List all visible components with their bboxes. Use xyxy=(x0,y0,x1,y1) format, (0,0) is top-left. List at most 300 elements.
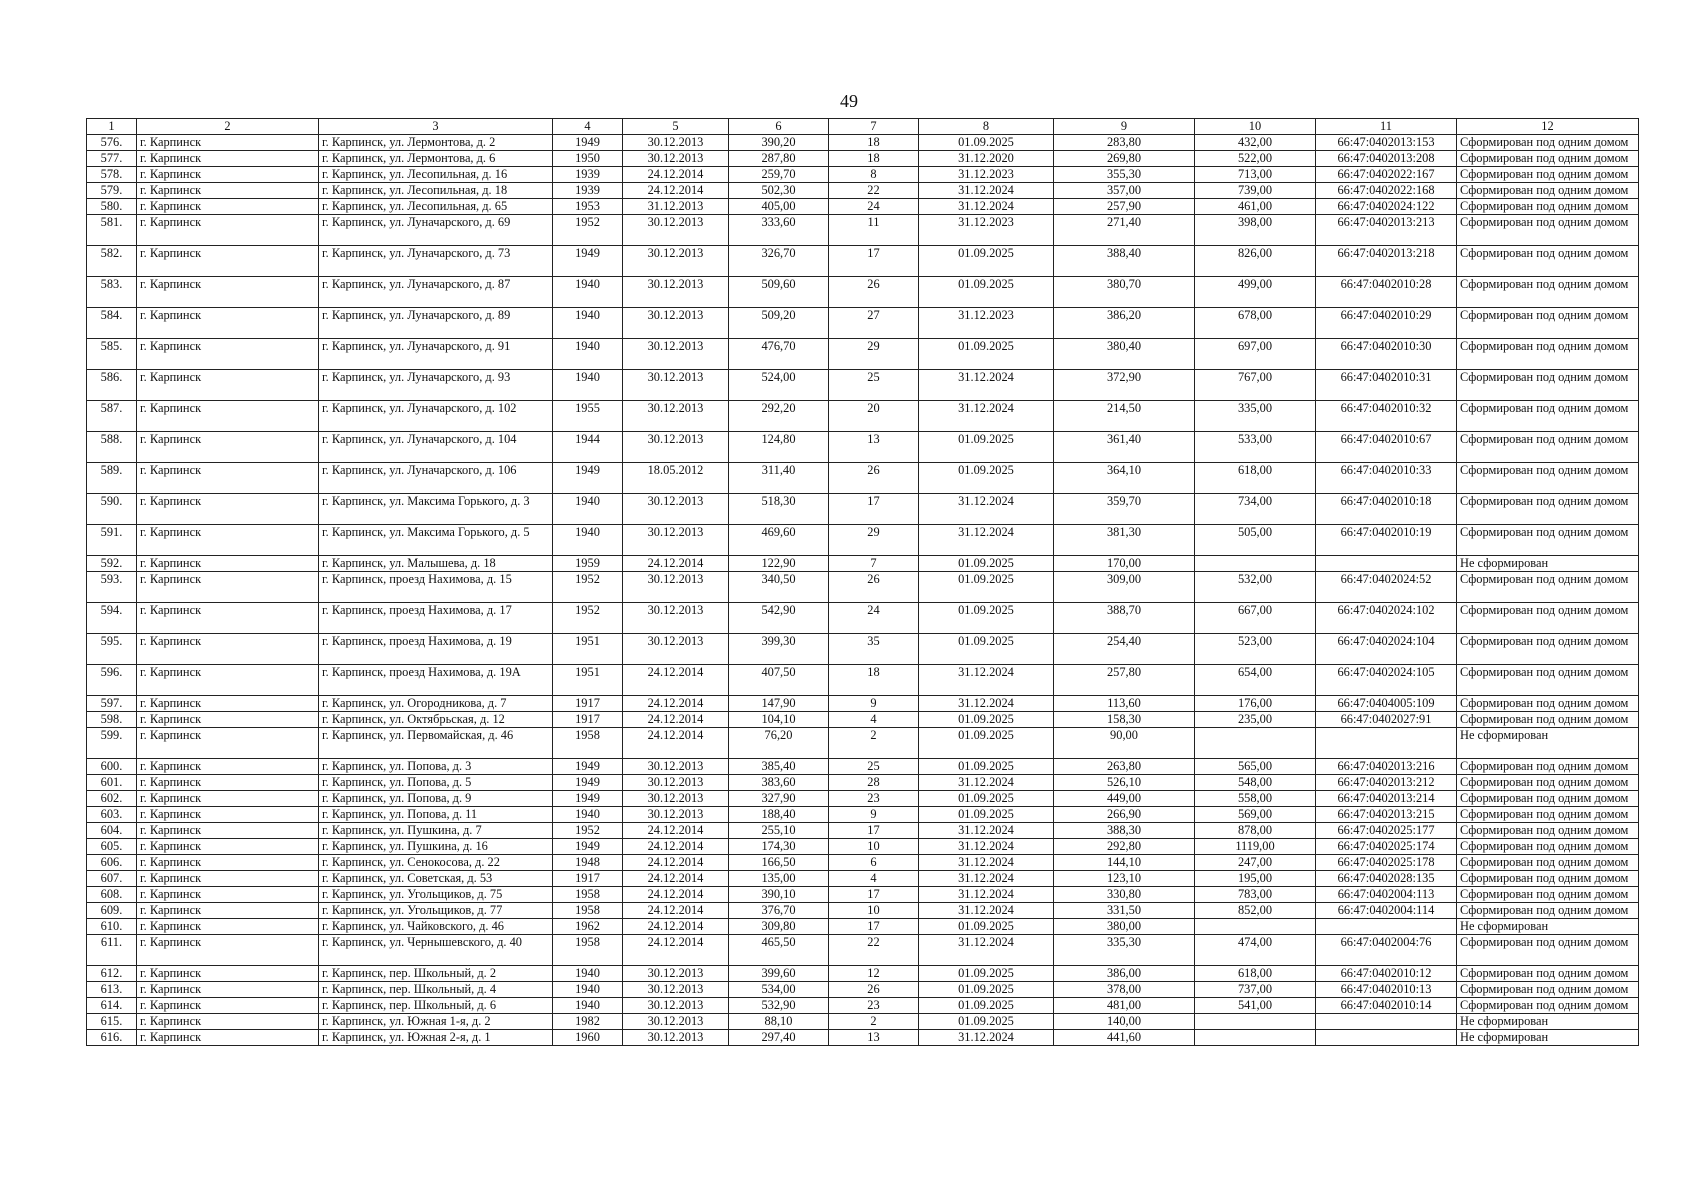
cell-repair-cost: 388,40 xyxy=(1054,246,1195,277)
cell-land-status: Сформирован под одним домом xyxy=(1457,370,1639,401)
cell-build-year: 1939 xyxy=(553,167,623,183)
cell-address: г. Карпинск, ул. Луначарского, д. 104 xyxy=(319,432,553,463)
cell-land-status: Сформирован под одним домом xyxy=(1457,839,1639,855)
cell-address: г. Карпинск, ул. Угольщиков, д. 77 xyxy=(319,903,553,919)
cell-inclusion-date: 24.12.2014 xyxy=(623,183,729,199)
cell-cadastral-number: 66:47:0402010:67 xyxy=(1316,432,1457,463)
cell-land-status: Сформирован под одним домом xyxy=(1457,308,1639,339)
cell-address: г. Карпинск, пер. Школьный, д. 4 xyxy=(319,982,553,998)
cell-living-area: 542,90 xyxy=(729,603,829,634)
cell-settlement: г. Карпинск xyxy=(137,919,319,935)
page-number: 49 xyxy=(840,91,858,111)
cell-repair-cost: 283,80 xyxy=(1054,135,1195,151)
cell-living-area: 476,70 xyxy=(729,339,829,370)
cell-cadastral-number: 66:47:0402022:168 xyxy=(1316,183,1457,199)
cell-build-year: 1940 xyxy=(553,525,623,556)
cell-settlement: г. Карпинск xyxy=(137,871,319,887)
cell-land-area: 565,00 xyxy=(1195,759,1316,775)
cell-repair-deadline: 01.09.2025 xyxy=(919,1014,1054,1030)
cell-repair-cost: 441,60 xyxy=(1054,1030,1195,1046)
cell-land-status: Сформирован под одним домом xyxy=(1457,982,1639,998)
cell-inclusion-date: 30.12.2013 xyxy=(623,807,729,823)
cell-living-area: 88,10 xyxy=(729,1014,829,1030)
cell-repair-deadline: 31.12.2024 xyxy=(919,935,1054,966)
cell-inclusion-date: 24.12.2014 xyxy=(623,855,729,871)
cell-repair-cost: 140,00 xyxy=(1054,1014,1195,1030)
cell-row-number: 588. xyxy=(87,432,137,463)
cell-residents-count: 6 xyxy=(829,855,919,871)
cell-repair-deadline: 31.12.2024 xyxy=(919,839,1054,855)
cell-repair-deadline: 31.12.2024 xyxy=(919,494,1054,525)
cell-inclusion-date: 18.05.2012 xyxy=(623,463,729,494)
cell-inclusion-date: 30.12.2013 xyxy=(623,151,729,167)
cell-land-area: 532,00 xyxy=(1195,572,1316,603)
cell-land-status: Сформирован под одним домом xyxy=(1457,775,1639,791)
cell-repair-deadline: 31.12.2024 xyxy=(919,871,1054,887)
cell-residents-count: 18 xyxy=(829,665,919,696)
cell-living-area: 259,70 xyxy=(729,167,829,183)
cell-residents-count: 4 xyxy=(829,712,919,728)
cell-inclusion-date: 30.12.2013 xyxy=(623,246,729,277)
cell-cadastral-number: 66:47:0402004:76 xyxy=(1316,935,1457,966)
cell-row-number: 576. xyxy=(87,135,137,151)
cell-residents-count: 7 xyxy=(829,556,919,572)
cell-address: г. Карпинск, ул. Октябрьская, д. 12 xyxy=(319,712,553,728)
cell-settlement: г. Карпинск xyxy=(137,199,319,215)
cell-repair-cost: 158,30 xyxy=(1054,712,1195,728)
cell-residents-count: 10 xyxy=(829,839,919,855)
cell-address: г. Карпинск, ул. Южная 2-я, д. 1 xyxy=(319,1030,553,1046)
cell-settlement: г. Карпинск xyxy=(137,370,319,401)
column-header: 1 xyxy=(87,119,137,135)
cell-inclusion-date: 30.12.2013 xyxy=(623,494,729,525)
cell-build-year: 1940 xyxy=(553,277,623,308)
cell-settlement: г. Карпинск xyxy=(137,1014,319,1030)
cell-repair-cost: 292,80 xyxy=(1054,839,1195,855)
cell-row-number: 582. xyxy=(87,246,137,277)
cell-inclusion-date: 30.12.2013 xyxy=(623,432,729,463)
cell-cadastral-number: 66:47:0402024:104 xyxy=(1316,634,1457,665)
cell-repair-deadline: 31.12.2024 xyxy=(919,525,1054,556)
cell-build-year: 1960 xyxy=(553,1030,623,1046)
cell-build-year: 1949 xyxy=(553,135,623,151)
cell-land-area: 522,00 xyxy=(1195,151,1316,167)
column-number-header-row xyxy=(87,119,1639,135)
column-header: 11 xyxy=(1316,119,1457,135)
cell-land-area: 195,00 xyxy=(1195,871,1316,887)
cell-build-year: 1958 xyxy=(553,935,623,966)
cell-cadastral-number: 66:47:0402010:13 xyxy=(1316,982,1457,998)
cell-row-number: 584. xyxy=(87,308,137,339)
table-row xyxy=(87,183,1639,199)
cell-living-area: 465,50 xyxy=(729,935,829,966)
cell-land-status: Не сформирован xyxy=(1457,919,1639,935)
cell-row-number: 598. xyxy=(87,712,137,728)
cell-inclusion-date: 24.12.2014 xyxy=(623,887,729,903)
cell-repair-cost: 257,90 xyxy=(1054,199,1195,215)
cell-land-area: 335,00 xyxy=(1195,401,1316,432)
cell-repair-cost: 309,00 xyxy=(1054,572,1195,603)
cell-living-area: 327,90 xyxy=(729,791,829,807)
cell-inclusion-date: 24.12.2014 xyxy=(623,919,729,935)
cell-living-area: 340,50 xyxy=(729,572,829,603)
cell-row-number: 593. xyxy=(87,572,137,603)
cell-build-year: 1917 xyxy=(553,696,623,712)
cell-living-area: 309,80 xyxy=(729,919,829,935)
cell-cadastral-number: 66:47:0402025:177 xyxy=(1316,823,1457,839)
cell-residents-count: 11 xyxy=(829,215,919,246)
cell-address: г. Карпинск, ул. Луначарского, д. 106 xyxy=(319,463,553,494)
cell-address: г. Карпинск, ул. Луначарского, д. 91 xyxy=(319,339,553,370)
table-row xyxy=(87,1030,1639,1046)
cell-land-area xyxy=(1195,1030,1316,1046)
table-row xyxy=(87,855,1639,871)
cell-cadastral-number: 66:47:0402024:122 xyxy=(1316,199,1457,215)
cell-land-area: 523,00 xyxy=(1195,634,1316,665)
cell-settlement: г. Карпинск xyxy=(137,728,319,759)
table-row xyxy=(87,308,1639,339)
cell-land-area: 558,00 xyxy=(1195,791,1316,807)
cell-build-year: 1939 xyxy=(553,183,623,199)
column-header: 9 xyxy=(1054,119,1195,135)
cell-living-area: 509,60 xyxy=(729,277,829,308)
cell-row-number: 601. xyxy=(87,775,137,791)
cell-address: г. Карпинск, ул. Пушкина, д. 16 xyxy=(319,839,553,855)
cell-cadastral-number: 66:47:0402025:174 xyxy=(1316,839,1457,855)
cell-address: г. Карпинск, ул. Лесопильная, д. 65 xyxy=(319,199,553,215)
cell-inclusion-date: 24.12.2014 xyxy=(623,839,729,855)
cell-residents-count: 9 xyxy=(829,807,919,823)
cell-row-number: 609. xyxy=(87,903,137,919)
cell-living-area: 135,00 xyxy=(729,871,829,887)
cell-repair-deadline: 01.09.2025 xyxy=(919,572,1054,603)
cell-row-number: 599. xyxy=(87,728,137,759)
cell-living-area: 524,00 xyxy=(729,370,829,401)
cell-residents-count: 29 xyxy=(829,339,919,370)
cell-build-year: 1917 xyxy=(553,871,623,887)
cell-living-area: 188,40 xyxy=(729,807,829,823)
cell-row-number: 606. xyxy=(87,855,137,871)
cell-row-number: 590. xyxy=(87,494,137,525)
table-row xyxy=(87,665,1639,696)
cell-settlement: г. Карпинск xyxy=(137,839,319,855)
cell-living-area: 469,60 xyxy=(729,525,829,556)
cell-land-status: Сформирован под одним домом xyxy=(1457,432,1639,463)
cell-land-area xyxy=(1195,556,1316,572)
cell-land-area: 618,00 xyxy=(1195,463,1316,494)
cell-living-area: 174,30 xyxy=(729,839,829,855)
cell-repair-cost: 359,70 xyxy=(1054,494,1195,525)
cell-land-status: Сформирован под одним домом xyxy=(1457,634,1639,665)
cell-inclusion-date: 30.12.2013 xyxy=(623,135,729,151)
table-row xyxy=(87,712,1639,728)
cell-build-year: 1940 xyxy=(553,339,623,370)
table-row xyxy=(87,982,1639,998)
table-row xyxy=(87,151,1639,167)
cell-build-year: 1958 xyxy=(553,887,623,903)
cell-repair-cost: 90,00 xyxy=(1054,728,1195,759)
cell-row-number: 577. xyxy=(87,151,137,167)
cell-settlement: г. Карпинск xyxy=(137,556,319,572)
cell-residents-count: 24 xyxy=(829,603,919,634)
cell-cadastral-number: 66:47:0402010:14 xyxy=(1316,998,1457,1014)
cell-address: г. Карпинск, ул. Луначарского, д. 73 xyxy=(319,246,553,277)
cell-living-area: 502,30 xyxy=(729,183,829,199)
cell-living-area: 518,30 xyxy=(729,494,829,525)
cell-residents-count: 8 xyxy=(829,167,919,183)
cell-residents-count: 22 xyxy=(829,183,919,199)
table-row xyxy=(87,966,1639,982)
cell-land-area: 713,00 xyxy=(1195,167,1316,183)
cell-repair-cost: 266,90 xyxy=(1054,807,1195,823)
cell-cadastral-number: 66:47:0402024:52 xyxy=(1316,572,1457,603)
registry-body xyxy=(87,135,1639,1046)
table-row xyxy=(87,634,1639,665)
cell-inclusion-date: 30.12.2013 xyxy=(623,215,729,246)
cell-residents-count: 28 xyxy=(829,775,919,791)
cell-row-number: 604. xyxy=(87,823,137,839)
cell-repair-deadline: 31.12.2024 xyxy=(919,823,1054,839)
cell-address: г. Карпинск, ул. Попова, д. 5 xyxy=(319,775,553,791)
cell-inclusion-date: 30.12.2013 xyxy=(623,339,729,370)
cell-inclusion-date: 30.12.2013 xyxy=(623,572,729,603)
cell-land-status: Сформирован под одним домом xyxy=(1457,712,1639,728)
cell-address: г. Карпинск, пер. Школьный, д. 2 xyxy=(319,966,553,982)
cell-settlement: г. Карпинск xyxy=(137,855,319,871)
cell-repair-deadline: 31.12.2023 xyxy=(919,215,1054,246)
cell-row-number: 600. xyxy=(87,759,137,775)
cell-row-number: 597. xyxy=(87,696,137,712)
column-header: 5 xyxy=(623,119,729,135)
cell-residents-count: 26 xyxy=(829,982,919,998)
cell-repair-cost: 170,00 xyxy=(1054,556,1195,572)
cell-residents-count: 12 xyxy=(829,966,919,982)
cell-address: г. Карпинск, ул. Чернышевского, д. 40 xyxy=(319,935,553,966)
cell-repair-cost: 113,60 xyxy=(1054,696,1195,712)
cell-repair-cost: 361,40 xyxy=(1054,432,1195,463)
cell-land-area: 826,00 xyxy=(1195,246,1316,277)
cell-living-area: 333,60 xyxy=(729,215,829,246)
cell-repair-deadline: 31.12.2024 xyxy=(919,183,1054,199)
cell-repair-deadline: 01.09.2025 xyxy=(919,277,1054,308)
cell-build-year: 1940 xyxy=(553,308,623,339)
cell-address: г. Карпинск, ул. Луначарского, д. 102 xyxy=(319,401,553,432)
cell-repair-deadline: 01.09.2025 xyxy=(919,712,1054,728)
cell-land-status: Сформирован под одним домом xyxy=(1457,135,1639,151)
cell-repair-cost: 364,10 xyxy=(1054,463,1195,494)
cell-build-year: 1955 xyxy=(553,401,623,432)
cell-living-area: 104,10 xyxy=(729,712,829,728)
cell-row-number: 616. xyxy=(87,1030,137,1046)
cell-land-area: 783,00 xyxy=(1195,887,1316,903)
cell-address: г. Карпинск, ул. Максима Горького, д. 5 xyxy=(319,525,553,556)
cell-cadastral-number: 66:47:0402013:153 xyxy=(1316,135,1457,151)
cell-living-area: 399,60 xyxy=(729,966,829,982)
table-row xyxy=(87,525,1639,556)
cell-address: г. Карпинск, ул. Луначарского, д. 93 xyxy=(319,370,553,401)
cell-living-area: 255,10 xyxy=(729,823,829,839)
cell-land-status: Не сформирован xyxy=(1457,728,1639,759)
cell-address: г. Карпинск, ул. Угольщиков, д. 75 xyxy=(319,887,553,903)
cell-repair-deadline: 31.12.2023 xyxy=(919,308,1054,339)
cell-repair-deadline: 01.09.2025 xyxy=(919,982,1054,998)
table-row xyxy=(87,759,1639,775)
table-row xyxy=(87,167,1639,183)
cell-address: г. Карпинск, ул. Луначарского, д. 87 xyxy=(319,277,553,308)
table-row xyxy=(87,823,1639,839)
cell-residents-count: 24 xyxy=(829,199,919,215)
cell-inclusion-date: 24.12.2014 xyxy=(623,167,729,183)
cell-row-number: 589. xyxy=(87,463,137,494)
column-header: 12 xyxy=(1457,119,1639,135)
cell-cadastral-number: 66:47:0402010:28 xyxy=(1316,277,1457,308)
cell-row-number: 586. xyxy=(87,370,137,401)
cell-living-area: 297,40 xyxy=(729,1030,829,1046)
cell-row-number: 613. xyxy=(87,982,137,998)
cell-land-area: 247,00 xyxy=(1195,855,1316,871)
cell-residents-count: 23 xyxy=(829,998,919,1014)
cell-cadastral-number: 66:47:0402010:33 xyxy=(1316,463,1457,494)
cell-build-year: 1952 xyxy=(553,603,623,634)
cell-repair-cost: 381,30 xyxy=(1054,525,1195,556)
cell-inclusion-date: 30.12.2013 xyxy=(623,634,729,665)
cell-land-status: Сформирован под одним домом xyxy=(1457,277,1639,308)
table-row xyxy=(87,839,1639,855)
cell-settlement: г. Карпинск xyxy=(137,494,319,525)
table-row xyxy=(87,432,1639,463)
column-header: 3 xyxy=(319,119,553,135)
cell-settlement: г. Карпинск xyxy=(137,339,319,370)
cell-repair-cost: 386,20 xyxy=(1054,308,1195,339)
cell-build-year: 1949 xyxy=(553,246,623,277)
cell-land-area: 852,00 xyxy=(1195,903,1316,919)
cell-residents-count: 25 xyxy=(829,370,919,401)
cell-repair-deadline: 01.09.2025 xyxy=(919,432,1054,463)
cell-address: г. Карпинск, ул. Первомайская, д. 46 xyxy=(319,728,553,759)
table-row xyxy=(87,728,1639,759)
cell-land-area: 235,00 xyxy=(1195,712,1316,728)
cell-land-area: 176,00 xyxy=(1195,696,1316,712)
table-row xyxy=(87,556,1639,572)
cell-land-area: 505,00 xyxy=(1195,525,1316,556)
table-row xyxy=(87,919,1639,935)
cell-build-year: 1917 xyxy=(553,712,623,728)
cell-inclusion-date: 30.12.2013 xyxy=(623,966,729,982)
cell-land-area: 667,00 xyxy=(1195,603,1316,634)
cell-land-status: Сформирован под одним домом xyxy=(1457,603,1639,634)
cell-settlement: г. Карпинск xyxy=(137,183,319,199)
cell-land-area xyxy=(1195,1014,1316,1030)
cell-address: г. Карпинск, ул. Попова, д. 3 xyxy=(319,759,553,775)
cell-land-status: Сформирован под одним домом xyxy=(1457,183,1639,199)
cell-land-area: 398,00 xyxy=(1195,215,1316,246)
cell-cadastral-number: 66:47:0402013:208 xyxy=(1316,151,1457,167)
cell-cadastral-number: 66:47:0402013:215 xyxy=(1316,807,1457,823)
cell-land-status: Сформирован под одним домом xyxy=(1457,823,1639,839)
cell-cadastral-number: 66:47:0402004:114 xyxy=(1316,903,1457,919)
housing-registry-table xyxy=(86,118,1639,1046)
cell-repair-deadline: 31.12.2023 xyxy=(919,167,1054,183)
cell-settlement: г. Карпинск xyxy=(137,696,319,712)
cell-row-number: 603. xyxy=(87,807,137,823)
cell-cadastral-number: 66:47:0402010:32 xyxy=(1316,401,1457,432)
cell-row-number: 578. xyxy=(87,167,137,183)
cell-land-area: 432,00 xyxy=(1195,135,1316,151)
cell-living-area: 534,00 xyxy=(729,982,829,998)
table-row xyxy=(87,401,1639,432)
table-row xyxy=(87,572,1639,603)
cell-row-number: 585. xyxy=(87,339,137,370)
cell-living-area: 385,40 xyxy=(729,759,829,775)
cell-inclusion-date: 24.12.2014 xyxy=(623,935,729,966)
cell-residents-count: 17 xyxy=(829,494,919,525)
cell-cadastral-number: 66:47:0402010:29 xyxy=(1316,308,1457,339)
cell-land-status: Сформирован под одним домом xyxy=(1457,807,1639,823)
cell-land-status: Сформирован под одним домом xyxy=(1457,463,1639,494)
cell-land-status: Сформирован под одним домом xyxy=(1457,887,1639,903)
cell-inclusion-date: 30.12.2013 xyxy=(623,308,729,339)
cell-repair-deadline: 01.09.2025 xyxy=(919,791,1054,807)
cell-cadastral-number: 66:47:0402024:105 xyxy=(1316,665,1457,696)
cell-cadastral-number: 66:47:0402022:167 xyxy=(1316,167,1457,183)
cell-repair-deadline: 01.09.2025 xyxy=(919,728,1054,759)
cell-settlement: г. Карпинск xyxy=(137,759,319,775)
cell-inclusion-date: 30.12.2013 xyxy=(623,525,729,556)
table-row xyxy=(87,696,1639,712)
cell-land-status: Сформирован под одним домом xyxy=(1457,151,1639,167)
cell-repair-deadline: 31.12.2024 xyxy=(919,1030,1054,1046)
cell-build-year: 1952 xyxy=(553,823,623,839)
table-row xyxy=(87,998,1639,1014)
cell-living-area: 399,30 xyxy=(729,634,829,665)
cell-settlement: г. Карпинск xyxy=(137,525,319,556)
cell-land-status: Сформирован под одним домом xyxy=(1457,339,1639,370)
cell-land-area: 678,00 xyxy=(1195,308,1316,339)
table-row xyxy=(87,1014,1639,1030)
cell-address: г. Карпинск, ул. Сенокосова, д. 22 xyxy=(319,855,553,871)
cell-cadastral-number: 66:47:0402010:30 xyxy=(1316,339,1457,370)
cell-residents-count: 13 xyxy=(829,432,919,463)
cell-cadastral-number xyxy=(1316,1030,1457,1046)
cell-address: г. Карпинск, ул. Попова, д. 11 xyxy=(319,807,553,823)
cell-residents-count: 17 xyxy=(829,246,919,277)
cell-inclusion-date: 24.12.2014 xyxy=(623,665,729,696)
cell-row-number: 605. xyxy=(87,839,137,855)
cell-row-number: 591. xyxy=(87,525,137,556)
cell-residents-count: 25 xyxy=(829,759,919,775)
cell-cadastral-number xyxy=(1316,1014,1457,1030)
cell-repair-deadline: 31.12.2024 xyxy=(919,665,1054,696)
cell-repair-cost: 330,80 xyxy=(1054,887,1195,903)
cell-row-number: 612. xyxy=(87,966,137,982)
cell-settlement: г. Карпинск xyxy=(137,634,319,665)
cell-land-area: 499,00 xyxy=(1195,277,1316,308)
cell-settlement: г. Карпинск xyxy=(137,432,319,463)
table-row xyxy=(87,199,1639,215)
cell-land-status: Сформирован под одним домом xyxy=(1457,935,1639,966)
column-header: 8 xyxy=(919,119,1054,135)
cell-settlement: г. Карпинск xyxy=(137,982,319,998)
cell-land-area: 878,00 xyxy=(1195,823,1316,839)
cell-repair-deadline: 31.12.2024 xyxy=(919,855,1054,871)
cell-inclusion-date: 30.12.2013 xyxy=(623,1030,729,1046)
cell-inclusion-date: 30.12.2013 xyxy=(623,603,729,634)
cell-address: г. Карпинск, ул. Малышева, д. 18 xyxy=(319,556,553,572)
cell-land-area xyxy=(1195,728,1316,759)
cell-repair-deadline: 31.12.2024 xyxy=(919,903,1054,919)
cell-row-number: 587. xyxy=(87,401,137,432)
cell-repair-deadline: 31.12.2024 xyxy=(919,696,1054,712)
